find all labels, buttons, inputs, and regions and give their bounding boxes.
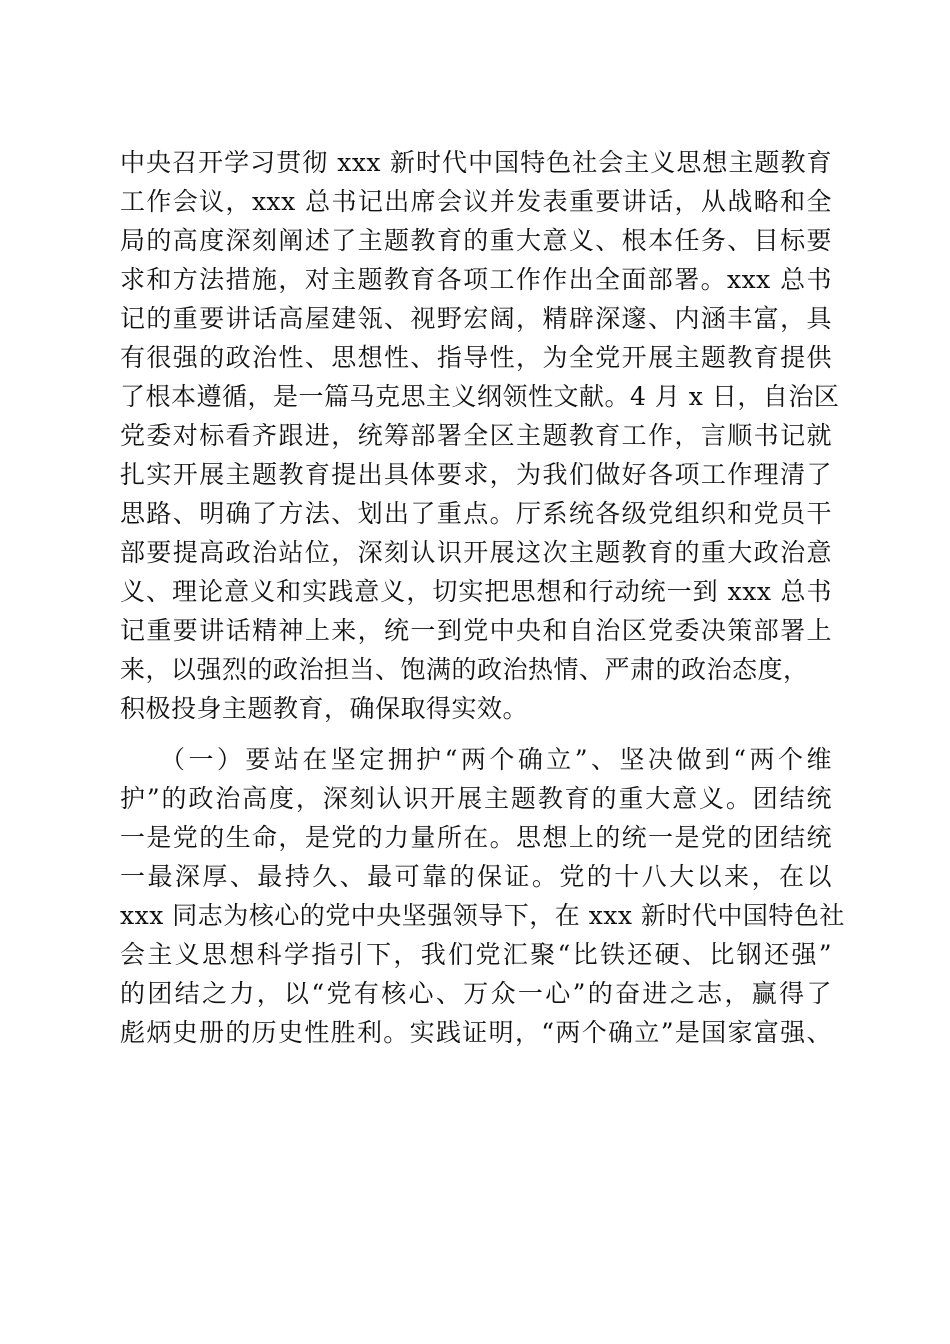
text-line: 部要提高政治站位，深刻认识开展这次主题教育的重大政治意 xyxy=(120,538,832,567)
text-line: 会主义思想科学指引下，我们党汇聚“比铁还硬、比钢还强” xyxy=(120,940,832,969)
text-line: 记重要讲话精神上来，统一到党中央和自治区党委决策部署上 xyxy=(120,616,832,645)
paragraph-2 xyxy=(120,740,845,1052)
text-line: 扎实开展主题教育提出具体要求，为我们做好各项工作理清了 xyxy=(120,460,832,489)
text-line: 了根本遵循，是一篇马克思主义纲领性文献。4 月 x 日，自治区 xyxy=(120,382,840,411)
text-line: 义、理论意义和实践意义，切实把思想和行动统一到 xxx 总书 xyxy=(120,577,832,606)
text-line: 一最深厚、最持久、最可靠的保证。党的十八大以来，在以 xyxy=(120,862,832,891)
text-line: 彪炳史册的历史性胜利。实践证明，“两个确立”是国家富强、 xyxy=(120,1018,832,1047)
paragraph-gap xyxy=(120,728,832,740)
text-line: 思路、明确了方法、划出了重点。厅系统各级党组织和党员干 xyxy=(120,499,832,528)
text-line: 护”的政治高度，深刻认识开展主题教育的重大意义。团结统 xyxy=(120,784,832,813)
text-line: 中央召开学习贯彻 xxx 新时代中国特色社会主义思想主题教育 xyxy=(120,148,832,177)
text-line: 局的高度深刻阐述了主题教育的重大意义、根本任务、目标要 xyxy=(120,226,832,255)
text-line: 记的重要讲话高屋建瓴、视野宏阔，精辟深邃、内涵丰富，具 xyxy=(120,304,832,333)
document-body xyxy=(120,143,845,1052)
text-line: 有很强的政治性、思想性、指导性，为全党开展主题教育提供 xyxy=(120,343,832,372)
text-line: 积极投身主题教育，确保取得实效。 xyxy=(120,694,529,723)
paragraph-1 xyxy=(120,143,840,728)
text-line: 来，以强烈的政治担当、饱满的政治热情、严肃的政治态度， xyxy=(120,655,809,684)
text-line: 党委对标看齐跟进，统筹部署全区主题教育工作，言顺书记就 xyxy=(120,421,832,450)
text-line: 的团结之力，以“党有核心、万众一心”的奋进之志，赢得了 xyxy=(120,979,832,1008)
text-line: （一）要站在坚定拥护“两个确立”、坚决做到“两个维 xyxy=(160,745,832,774)
text-line: 一是党的生命，是党的力量所在。思想上的统一是党的团结统 xyxy=(120,823,832,852)
text-line: 工作会议，xxx 总书记出席会议并发表重要讲话，从战略和全 xyxy=(120,187,832,216)
text-line: xxx 同志为核心的党中央坚强领导下，在 xxx 新时代中国特色社 xyxy=(120,901,845,930)
text-line: 求和方法措施，对主题教育各项工作作出全面部署。xxx 总书 xyxy=(120,265,832,294)
